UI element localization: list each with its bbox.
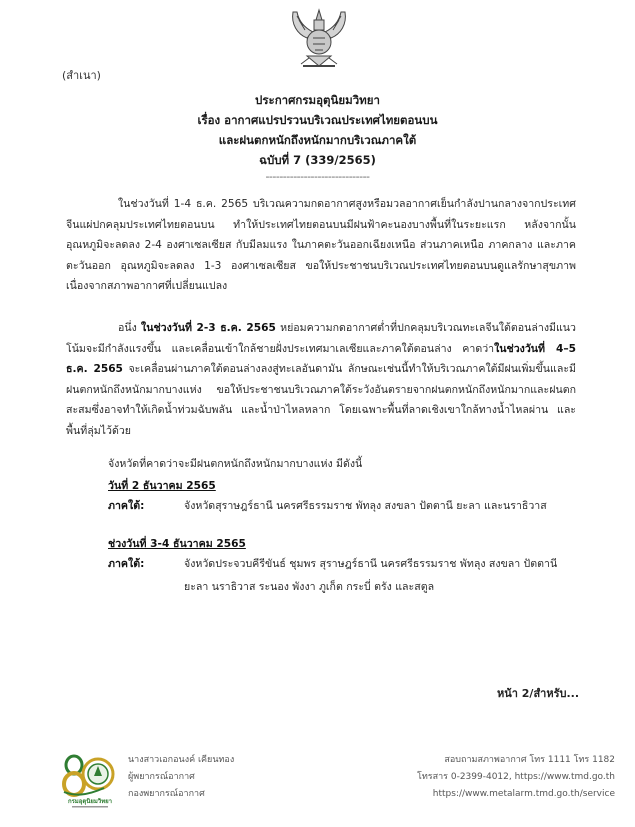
document-header [0,90,635,184]
para2-bold-date-1: ในช่วงวันที่ 2-3 ธ.ค. 2565 [141,322,276,334]
signatory-division: กองพยากรณ์อากาศ [128,789,205,799]
forecast-date-1: วันที่ 2 ธันวาคม 2565 [108,480,216,492]
paragraph-cold-air-text: ในช่วงวันที่ 1-4 ธ.ค. 2565 บริเวณความกดอากาศสูงหรือมวลอากาศเย็นกำลังปานกลางจากประเทศจีนแผ่ปกคลุมประเทศไทยตอนบน ทำให้ประเทศไทยตอนบนมีฝนฟ้าคะนองบางพื้นที่ในระยะแรก หลังจากนั้นอุณหภูมิจะลดลง 2-4 องศาเซลเซียส กับมีลมแรง ในภาคตะวันออกเฉียงเหนือ ส่วนภาคเหนือ ภาคกลาง และภาคตะวันออก อุณหภูมิจะลดลง 1-3 องศาเซลเซียส ขอให้ประชาชนบริเวณประเทศไทยตอนบนดูแลรักษาสุขภาพเนื่องจากสภาพอากาศที่เปลี่ยนแปลง [66,198,576,293]
contact-service-url[interactable]: https://www.metalarm.tmd.go.th/service [432,789,615,799]
para2-text-3: จะเคลื่อนผ่านภาคใต้ตอนล่างลงสู่ทะเลอันดามัน ลักษณะเช่นนี้ทำให้บริเวณภาคใต้มีฝนเพิ่มขึ้นและมีฝนตกหนักถึงหนักมากบางแห่ง ขอให้ประชาชนบริเวณภาคใต้ระวังอันตรายจากฝนตกหนักถึงหนักมากและฝนตกสะสมซึ่งอาจทำให้เกิดน้ำท่วมฉับพลัน และน้ำป่าไหลหลาก โดยเฉพาะพื้นที่ลาดเชิงเขาใกล้ทางน้ำไหลผ่าน และพื้นที่ลุ่มไว้ด้วย [66,363,576,437]
signatory-block [128,752,234,803]
contact-block [417,752,615,803]
para2-text-2: หย่อมความกดอากาศต่ำที่ปกคลุมบริเวณทะเลจีนใต้ตอนล่างมีแนวโน้มจะมีกำลังแรงขึ้น และเคลื่อนเข้าใกล้ชายฝั่งประเทศมาเลเซียและภาคใต้ตอนล่าง คาดว่า [66,322,576,355]
forecast-region-row-2 [108,553,578,599]
region-label: ภาคใต้: [108,558,145,570]
announcement-subject: เรื่อง อากาศแปรปรวนบริเวณประเทศไทยตอนบน [197,113,438,127]
province-list [184,553,578,599]
header-separator: ------------------------------ [265,170,370,183]
forecast-region-row-1 [108,495,578,518]
paragraph-cold-air [66,194,576,297]
signatory-position: ผู้พยากรณ์อากาศ [128,772,195,782]
para2-bold-date-2: ในช่วงวันที่ 4–5 ธ.ค. 2565 [66,342,576,376]
contact-fax-website: โทรสาร 0-2399-4012, https://www.tmd.go.th [417,772,615,782]
para2-text-1: อนึ่ง [118,322,142,334]
paragraph-low-pressure-text [66,318,576,442]
announcement-title: ประกาศกรมอุตุนิยมวิทยา [255,93,380,107]
region-label: ภาคใต้: [108,500,145,512]
province-list: จังหวัดสุราษฎร์ธานี นครศรีธรรมราช พัทลุง สงขลา ปัตตานี ยะลา และนราธิวาส [184,500,547,512]
province-list-line-2: ยะลา นราธิวาส ระนอง พังงา ภูเก็ต กระบี่ ตรัง และสตูล [184,581,435,593]
contact-phone: สอบถามสภาพอากาศ โทร 1111 โทร 1182 [444,755,615,765]
provinces-intro: จังหวัดที่คาดว่าจะมีฝนตกหนักถึงหนักมากบางแห่ง มีดังนี้ [108,458,363,470]
garuda-emblem-icon [287,6,351,72]
signatory-name: นางสาวเอกอนงค์ เคียนทอง [128,755,235,765]
province-list-line-1: จังหวัดประจวบคีรีขันธ์ ชุมพร สุราษฎร์ธานี นครศรีธรรมราช พัทลุง สงขลา ปัตตานี [184,558,558,570]
tmd-80-logo-icon [60,752,120,810]
next-page-indicator: หน้า 2/สำหรับ... [497,687,580,700]
announcement-issue-number: ฉบับที่ 7 (339/2565) [259,153,376,167]
paragraph-low-pressure [66,318,576,442]
announcement-subject-cont: และฝนตกหนักถึงหนักมากบริเวณภาคใต้ [218,133,417,147]
forecast-date-2: ช่วงวันที่ 3-4 ธันวาคม 2565 [108,538,246,550]
copy-label: (สำเนา) [62,69,101,82]
svg-text:กรมอุตุนิยมวิทยา: กรมอุตุนิยมวิทยา [67,798,113,805]
